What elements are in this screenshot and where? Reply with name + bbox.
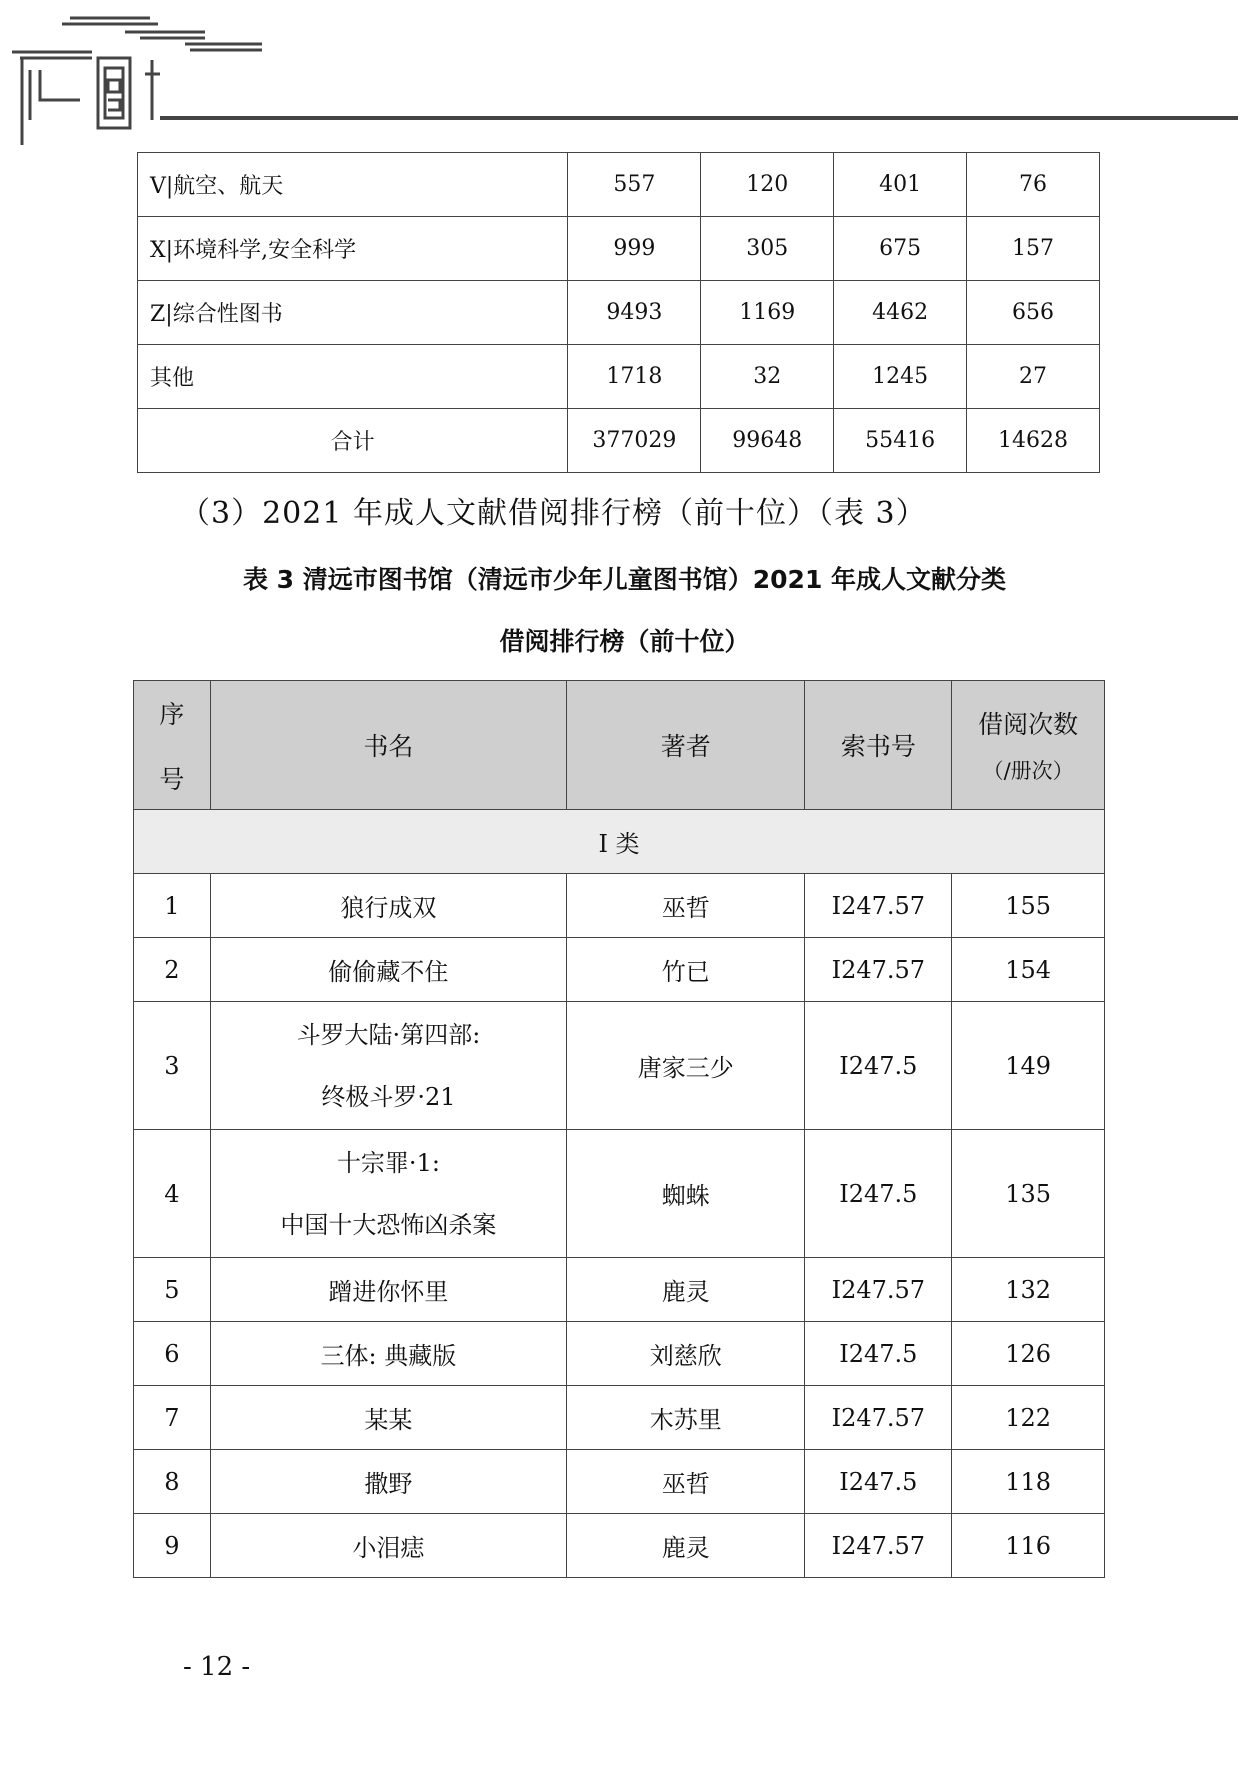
value-cell: 656: [967, 281, 1100, 345]
header-title: 书名: [210, 681, 566, 810]
header-count-label: 借阅次数: [978, 710, 1079, 739]
header-count: [952, 681, 1105, 810]
title-cell: [210, 1002, 566, 1130]
table-row: [134, 1130, 1105, 1258]
table-caption-line2: 借阅排行榜（前十位）: [499, 627, 750, 656]
value-cell: 557: [568, 153, 701, 217]
table-caption: 表 3 清远市图书馆（清远市少年儿童图书馆）2021 年成人文献分类: [242, 565, 1007, 594]
count-cell: 132: [952, 1258, 1105, 1322]
value-cell: 32: [701, 345, 834, 409]
value-cell: 76: [967, 153, 1100, 217]
seq-cell: 7: [134, 1386, 211, 1450]
value-cell: 305: [701, 217, 834, 281]
call-number-cell: I247.57: [805, 1258, 952, 1322]
seq-cell: 9: [134, 1514, 211, 1578]
value-cell: 1718: [568, 345, 701, 409]
author-cell: 竹已: [567, 938, 805, 1002]
title-cell: 撒野: [210, 1450, 566, 1514]
author-cell: 鹿灵: [567, 1514, 805, 1578]
value-cell: 9493: [568, 281, 701, 345]
header-seq-1: 序: [159, 699, 185, 729]
header-author: 著者: [567, 681, 805, 810]
category-cell: Z|综合性图书: [138, 281, 568, 345]
count-cell: 126: [952, 1322, 1105, 1386]
category-cell: 其他: [138, 345, 568, 409]
category-cell: V|航空、航天: [138, 153, 568, 217]
title-cell: [210, 1130, 566, 1258]
table-row: [134, 1514, 1105, 1578]
classification-table: [137, 152, 1100, 473]
call-number-cell: I247.5: [805, 1322, 952, 1386]
title-cell: 某某: [210, 1386, 566, 1450]
table-row: [138, 153, 1100, 217]
title-line-2: 终极斗罗·21: [321, 1082, 456, 1111]
value-cell: 401: [834, 153, 967, 217]
author-cell: 刘慈欣: [567, 1322, 805, 1386]
title-line-1: 斗罗大陆·第四部:: [296, 1020, 481, 1049]
title-line-1: 十宗罪·1:: [336, 1148, 440, 1177]
seq-cell: 1: [134, 874, 211, 938]
title-line-2: 中国十大恐怖凶杀案: [280, 1210, 497, 1239]
table-row: [138, 217, 1100, 281]
header-seq-2: 号: [159, 764, 185, 794]
page-number: - 12 -: [183, 1652, 251, 1682]
author-cell: 巫哲: [567, 1450, 805, 1514]
value-cell: 157: [967, 217, 1100, 281]
table-row: [138, 345, 1100, 409]
author-cell: 巫哲: [567, 874, 805, 938]
title-cell: 狼行成双: [210, 874, 566, 938]
title-cell: 偷偷藏不住: [210, 938, 566, 1002]
title-cell: 三体: 典藏版: [210, 1322, 566, 1386]
call-number-cell: I247.57: [805, 874, 952, 938]
table-row: [134, 1322, 1105, 1386]
call-number-cell: I247.5: [805, 1130, 952, 1258]
total-label: 合计: [138, 409, 568, 473]
seq-cell: 2: [134, 938, 211, 1002]
table-row: [134, 1258, 1105, 1322]
value-cell: 4462: [834, 281, 967, 345]
count-cell: 154: [952, 938, 1105, 1002]
header-ornament: [0, 0, 1249, 150]
total-value: 99648: [701, 409, 834, 473]
count-cell: 116: [952, 1514, 1105, 1578]
title-cell: 小泪痣: [210, 1514, 566, 1578]
author-cell: 唐家三少: [567, 1002, 805, 1130]
header-count-unit: （/册次）: [982, 759, 1074, 783]
category-cell: X|环境科学,安全科学: [138, 217, 568, 281]
seq-cell: 6: [134, 1322, 211, 1386]
call-number-cell: I247.57: [805, 1386, 952, 1450]
seq-cell: 3: [134, 1002, 211, 1130]
count-cell: 149: [952, 1002, 1105, 1130]
title-cell: 蹭进你怀里: [210, 1258, 566, 1322]
call-number-cell: I247.57: [805, 1514, 952, 1578]
value-cell: 675: [834, 217, 967, 281]
table-row: [134, 1002, 1105, 1130]
section-title: （3）2021 年成人文献借阅排行榜（前十位）（表 3）: [180, 496, 927, 531]
table-row: [134, 1386, 1105, 1450]
author-cell: 蜘蛛: [567, 1130, 805, 1258]
total-value: 377029: [568, 409, 701, 473]
call-number-cell: I247.57: [805, 938, 952, 1002]
call-number-cell: I247.5: [805, 1450, 952, 1514]
value-cell: 120: [701, 153, 834, 217]
value-cell: 27: [967, 345, 1100, 409]
count-cell: 135: [952, 1130, 1105, 1258]
table-row: [138, 281, 1100, 345]
value-cell: 999: [568, 217, 701, 281]
table-row: [134, 1450, 1105, 1514]
group-row: [134, 810, 1105, 874]
ranking-table: [133, 680, 1105, 1578]
author-cell: 木苏里: [567, 1386, 805, 1450]
seq-cell: 4: [134, 1130, 211, 1258]
seq-cell: 5: [134, 1258, 211, 1322]
table-row: [134, 874, 1105, 938]
header-seq: [134, 681, 211, 810]
author-cell: 鹿灵: [567, 1258, 805, 1322]
table-header-row: [134, 681, 1105, 810]
table-row: [134, 938, 1105, 1002]
value-cell: 1169: [701, 281, 834, 345]
count-cell: 155: [952, 874, 1105, 938]
count-cell: 118: [952, 1450, 1105, 1514]
value-cell: 1245: [834, 345, 967, 409]
count-cell: 122: [952, 1386, 1105, 1450]
total-row: [138, 409, 1100, 473]
total-value: 14628: [967, 409, 1100, 473]
total-value: 55416: [834, 409, 967, 473]
call-number-cell: I247.5: [805, 1002, 952, 1130]
header-call-number: 索书号: [805, 681, 952, 810]
group-label: I 类: [134, 810, 1105, 874]
seq-cell: 8: [134, 1450, 211, 1514]
